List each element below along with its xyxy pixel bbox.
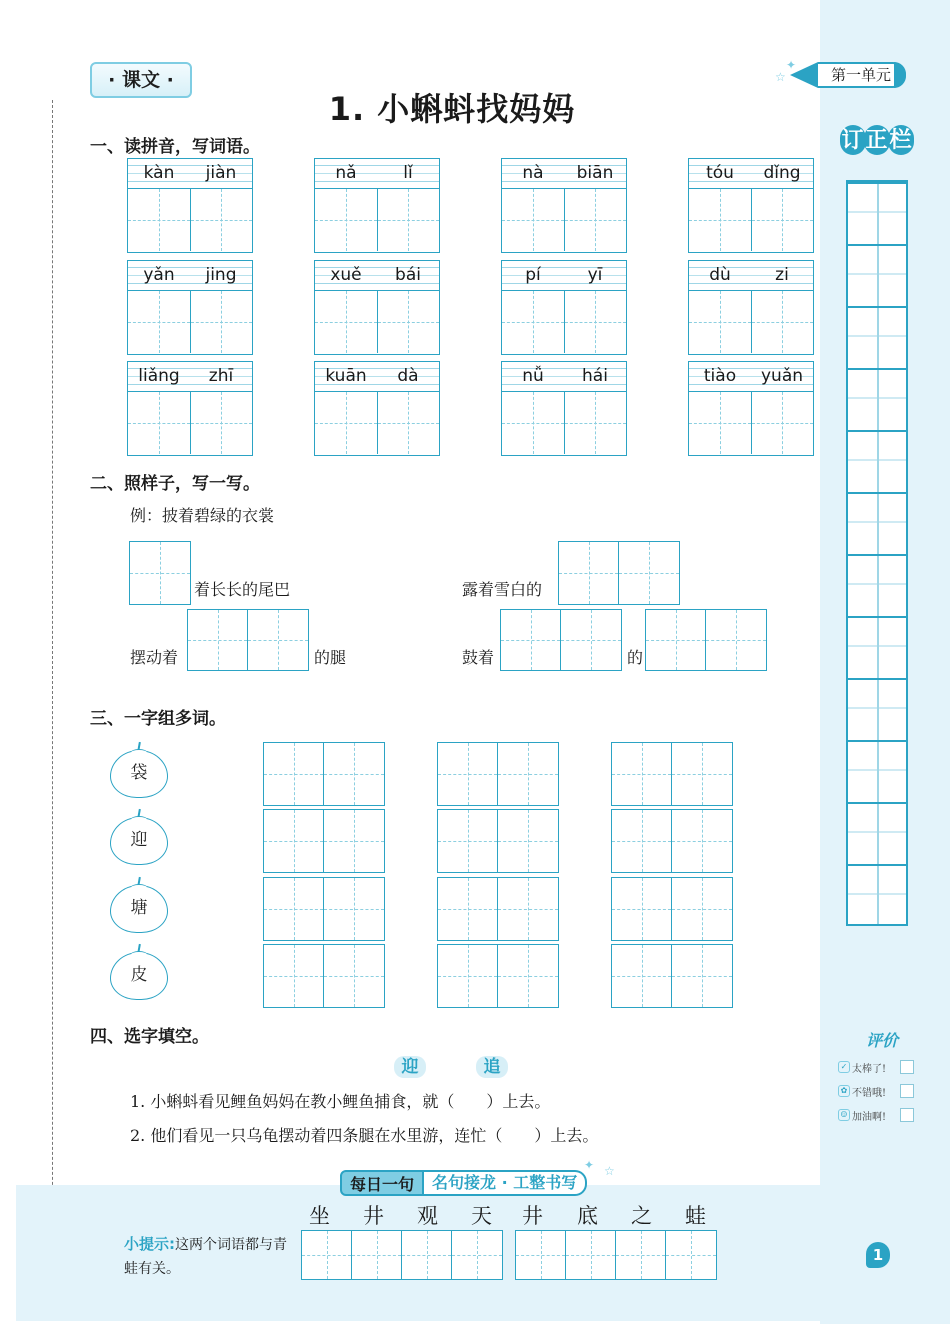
eval-row: ✓ 太棒了! <box>838 1059 928 1075</box>
word-writing-box[interactable] <box>263 944 385 1008</box>
evaluation-title: 评价 <box>866 1031 899 1050</box>
word-writing-box[interactable] <box>611 944 733 1008</box>
pinyin-row <box>128 261 252 291</box>
word-writing-box[interactable] <box>437 877 559 941</box>
pinyin-word-block[interactable] <box>314 158 440 253</box>
page-number: 1 <box>866 1242 890 1268</box>
unit-tag <box>790 62 916 88</box>
pinyin-syllable: kàn <box>143 163 175 183</box>
pinyin-syllable: dà <box>397 366 419 386</box>
pinyin-syllable: nà <box>522 163 544 183</box>
question-2: 2. 他们看见一只乌龟摆动着四条腿在水里游，连忙（ ）上去。 <box>130 1126 599 1145</box>
pinyin-word-block[interactable] <box>501 361 627 456</box>
writing-box[interactable] <box>500 609 622 671</box>
section-2-title: 二、照样子，写一写。 <box>90 474 260 494</box>
pinyin-syllable: jing <box>205 265 237 285</box>
example-text: 例：披着碧绿的衣裳 <box>130 506 275 525</box>
writing-box[interactable] <box>187 609 309 671</box>
character-grid[interactable] <box>689 392 813 454</box>
section-4-title: 四、选字填空。 <box>90 1027 209 1047</box>
hint-text: 小提示:这两个词语都与青蛙有关。 <box>124 1235 287 1277</box>
character-grid[interactable] <box>502 392 626 454</box>
phrase-text: 摆动着 <box>130 648 179 667</box>
character-grid[interactable] <box>315 392 439 454</box>
pinyin-syllable: yī <box>587 265 603 285</box>
star-icon: ✦ <box>786 58 797 72</box>
pinyin-word-block[interactable] <box>688 260 814 355</box>
apple-character: 袋 <box>110 750 168 798</box>
pinyin-row <box>315 159 439 189</box>
smile-icon: ☺ <box>838 1109 850 1121</box>
pinyin-syllable: nǚ <box>522 366 544 386</box>
pinyin-syllable: jiàn <box>205 163 237 183</box>
writing-box[interactable] <box>558 541 680 605</box>
correction-writing-grid[interactable] <box>846 180 908 926</box>
idiom-char: 之 <box>631 1204 652 1228</box>
character-grid[interactable] <box>502 189 626 251</box>
phrase-text: 鼓着 <box>462 648 495 667</box>
word-writing-box[interactable] <box>437 944 559 1008</box>
word-writing-box[interactable] <box>611 877 733 941</box>
star-icon: ☆ <box>604 1164 615 1178</box>
character-grid[interactable] <box>502 291 626 353</box>
pinyin-row <box>689 159 813 189</box>
idiom-writing-grid[interactable] <box>301 1230 503 1280</box>
pinyin-word-block[interactable] <box>127 361 253 456</box>
pinyin-syllable: yuǎn <box>760 366 804 386</box>
question-1: 1. 小蝌蚪看见鲤鱼妈妈在教小鲤鱼捕食，就（ ）上去。 <box>130 1092 551 1111</box>
pinyin-row <box>315 362 439 392</box>
idiom-char: 井 <box>522 1204 543 1228</box>
apple-character: 迎 <box>110 817 168 865</box>
option-char: 迎 <box>394 1056 426 1078</box>
phrase-text: 露着雪白的 <box>462 580 543 599</box>
pinyin-syllable: biān <box>576 163 614 183</box>
star-icon: ✦ <box>584 1158 595 1172</box>
character-grid[interactable] <box>315 291 439 353</box>
pinyin-syllable: liǎng <box>138 366 180 386</box>
eval-checkbox[interactable] <box>900 1108 914 1122</box>
section-1-title: 一、读拼音，写词语。 <box>90 137 260 157</box>
character-grid[interactable] <box>315 189 439 251</box>
pinyin-row <box>315 261 439 291</box>
phrase-text: 的 <box>627 648 644 667</box>
cut-line <box>52 100 53 1250</box>
pinyin-word-block[interactable] <box>688 158 814 253</box>
character-grid[interactable] <box>128 392 252 454</box>
evaluation-box <box>838 1028 928 1123</box>
pinyin-row <box>502 362 626 392</box>
pinyin-syllable: pí <box>525 265 541 285</box>
pinyin-word-block[interactable] <box>127 158 253 253</box>
writing-box[interactable] <box>129 541 191 605</box>
flower-icon: ✿ <box>838 1085 850 1097</box>
pinyin-word-block[interactable] <box>314 361 440 456</box>
word-writing-box[interactable] <box>437 742 559 806</box>
eval-checkbox[interactable] <box>900 1060 914 1074</box>
pinyin-word-block[interactable] <box>501 158 627 253</box>
writing-box[interactable] <box>645 609 767 671</box>
pinyin-syllable: zhī <box>208 366 234 386</box>
pinyin-syllable: tóu <box>706 163 734 183</box>
thumbs-up-icon: ✓ <box>838 1061 850 1073</box>
idiom-char: 井 <box>363 1204 384 1228</box>
idiom-char: 观 <box>417 1204 438 1228</box>
pinyin-syllable: lǐ <box>403 163 413 183</box>
pinyin-syllable: xuě <box>330 265 362 285</box>
star-icon: ☆ <box>775 70 786 84</box>
daily-sentence-header: 每日一句 名句接龙 · 工整书写 <box>340 1170 587 1196</box>
apple-character: 塘 <box>110 885 168 933</box>
pinyin-word-block[interactable] <box>501 260 627 355</box>
pinyin-syllable: zi <box>775 265 789 285</box>
word-writing-box[interactable] <box>611 742 733 806</box>
word-writing-box[interactable] <box>263 742 385 806</box>
pinyin-syllable: hái <box>582 366 608 386</box>
pinyin-row <box>128 362 252 392</box>
word-writing-box[interactable] <box>263 809 385 873</box>
pinyin-word-block[interactable] <box>127 260 253 355</box>
unit-label: 第一单元 <box>818 62 906 88</box>
eval-row: ☺ 加油啊! <box>838 1107 928 1123</box>
idiom-char: 蛙 <box>685 1204 706 1228</box>
pinyin-syllable: kuān <box>325 366 367 386</box>
apple-character: 皮 <box>110 952 168 1000</box>
correction-column-title: 订正栏 <box>835 125 919 157</box>
section-3-title: 三、一字组多词。 <box>90 709 226 729</box>
pinyin-syllable: tiào <box>703 366 737 386</box>
pinyin-row <box>502 261 626 291</box>
phrase-text: 着长长的尾巴 <box>194 580 291 599</box>
character-grid[interactable] <box>689 189 813 251</box>
idiom-char: 坐 <box>309 1204 330 1228</box>
page-title: 1. 小蝌蚪找妈妈 <box>328 90 576 128</box>
character-grid[interactable] <box>689 291 813 353</box>
word-writing-box[interactable] <box>263 877 385 941</box>
idiom-writing-grid[interactable] <box>515 1230 717 1280</box>
pinyin-word-block[interactable] <box>314 260 440 355</box>
idiom-char: 底 <box>577 1204 598 1228</box>
pinyin-row <box>502 159 626 189</box>
pinyin-row <box>128 159 252 189</box>
character-grid[interactable] <box>128 291 252 353</box>
pinyin-syllable: bái <box>395 265 421 285</box>
pinyin-word-block[interactable] <box>688 361 814 456</box>
word-writing-box[interactable] <box>437 809 559 873</box>
pinyin-syllable: yǎn <box>143 265 175 285</box>
pinyin-row <box>689 362 813 392</box>
eval-checkbox[interactable] <box>900 1084 914 1098</box>
pinyin-syllable: dù <box>709 265 731 285</box>
word-writing-box[interactable] <box>611 809 733 873</box>
character-grid[interactable] <box>128 189 252 251</box>
eval-row: ✿ 不错哦! <box>838 1083 928 1099</box>
pinyin-syllable: nǎ <box>335 163 357 183</box>
pinyin-row <box>689 261 813 291</box>
lesson-tag: · 课文 · <box>90 62 192 98</box>
pinyin-syllable: dǐng <box>763 163 801 183</box>
option-char: 追 <box>476 1056 508 1078</box>
phrase-text: 的腿 <box>314 648 347 667</box>
idiom-char: 天 <box>471 1204 492 1228</box>
